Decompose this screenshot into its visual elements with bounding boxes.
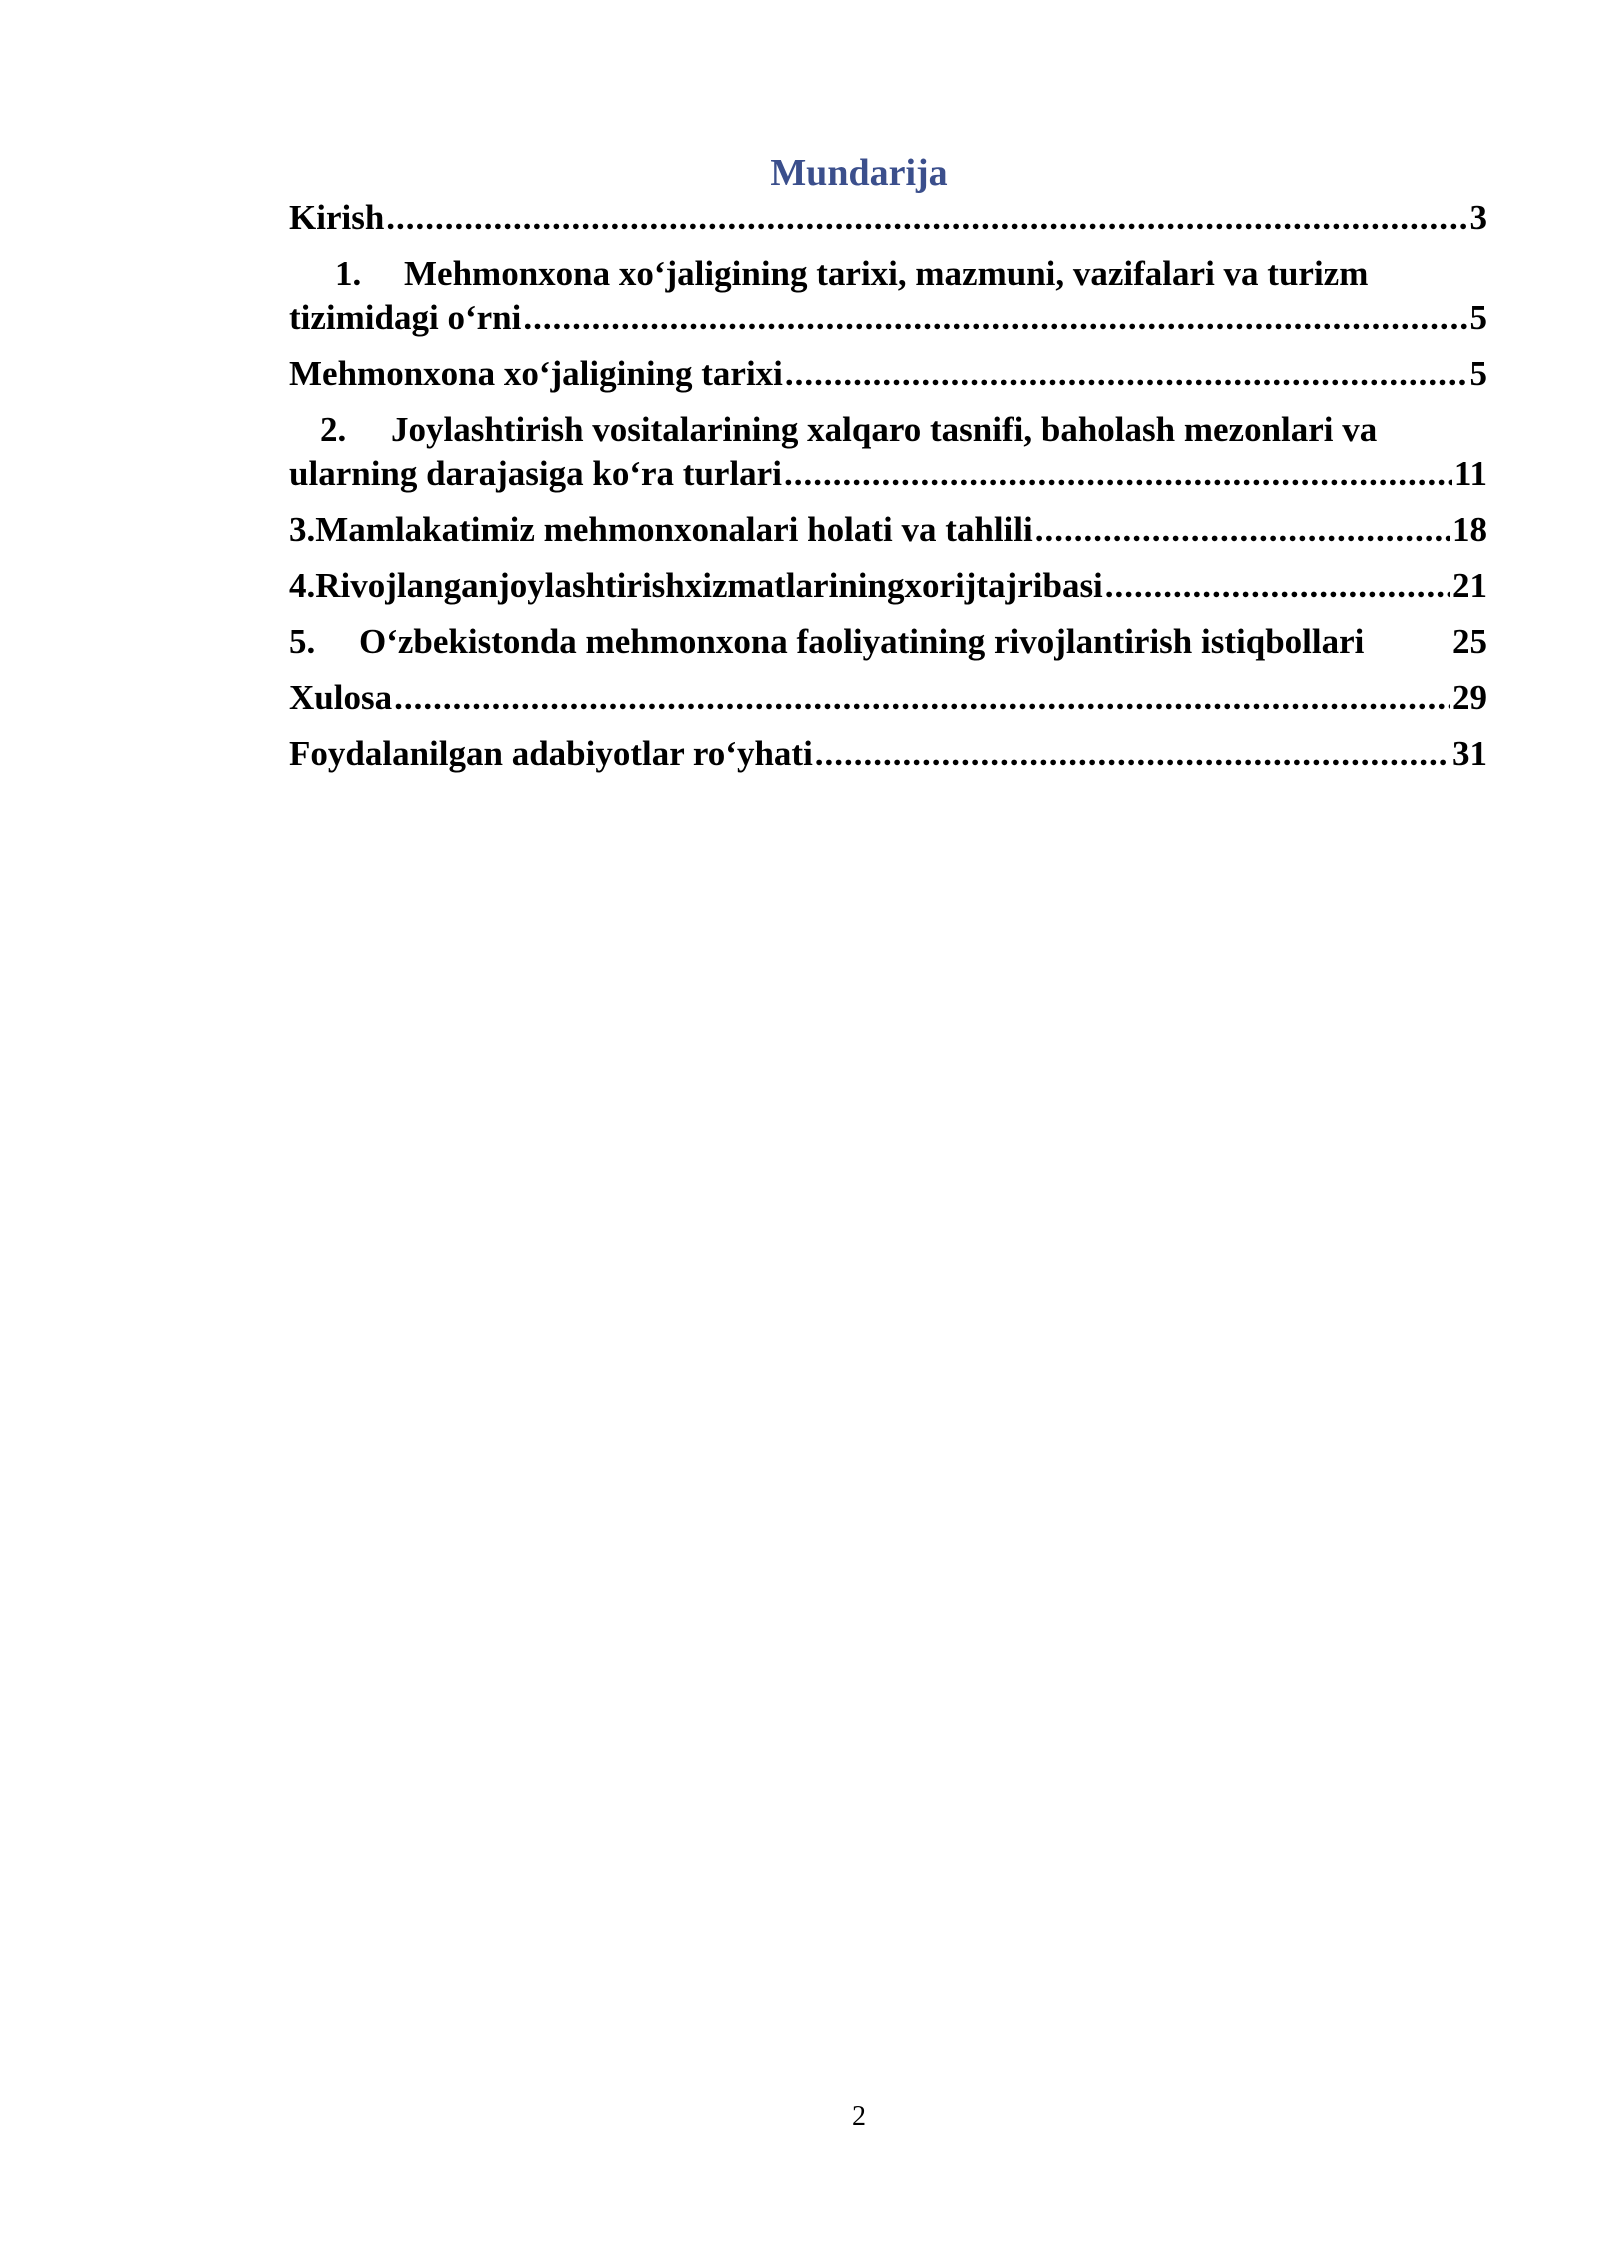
toc-entry-chapter-5[interactable] — [289, 620, 1487, 664]
toc-entry-number: 4. — [289, 566, 316, 605]
toc-entry-text: Kirish — [289, 198, 385, 237]
toc-word: Rivojlangan — [315, 566, 499, 605]
toc-page-number: 18 — [1452, 510, 1487, 549]
toc-entry-text — [315, 564, 1103, 608]
dot-leader — [784, 452, 1452, 496]
toc-entry-text: Mamlakatimiz mehmonxonalari holati va tahlili — [315, 510, 1033, 549]
toc-page-number: 29 — [1452, 678, 1487, 717]
toc-word: xizmatlarining — [684, 566, 905, 605]
page-number-footer: 2 — [852, 2101, 866, 2132]
toc-page-number: 5 — [1469, 354, 1487, 393]
toc-entry-chapter-3[interactable] — [289, 508, 1487, 552]
dot-leader — [815, 732, 1450, 776]
toc-entry-chapter-1[interactable] — [289, 252, 1487, 340]
toc-entry-text: Xulosa — [289, 678, 393, 717]
dot-leader — [1035, 508, 1450, 552]
toc-page-number: 31 — [1452, 734, 1487, 773]
toc-word: joylashtirish — [498, 566, 685, 605]
dot-leader — [523, 296, 1467, 340]
toc-entry-text-line2: tizimidagi o‘rni — [289, 298, 522, 337]
dot-leader — [386, 196, 1467, 240]
toc-title: Mundarija — [770, 152, 948, 194]
toc-entry-text: O‘zbekistonda mehmonxona faoliyatining rivojlantirish istiqbollari — [359, 622, 1365, 661]
toc-page-number: 21 — [1452, 566, 1487, 605]
toc-entry-chapter-2[interactable] — [289, 408, 1487, 496]
dot-leader — [785, 352, 1468, 396]
toc-entry-text-line1: Mehmonxona xo‘jaligining tarixi, mazmuni, vazifalari va turizm — [404, 254, 1369, 293]
dot-leader — [394, 676, 1450, 720]
toc-entry-text: Mehmonxona xo‘jaligining tarixi — [289, 354, 783, 393]
toc-entry-text: Foydalanilgan adabiyotlar ro‘yhati — [289, 734, 813, 773]
toc-entry-chapter-4[interactable] — [289, 564, 1487, 608]
toc-entry-xulosa[interactable] — [289, 676, 1487, 720]
toc-page-number: 3 — [1469, 198, 1487, 237]
toc-entry-number: 1. — [335, 254, 362, 293]
toc-page-number: 25 — [1452, 622, 1487, 661]
toc-entry-kirish[interactable] — [289, 196, 1487, 240]
toc-entry-text-line1: Joylashtirish vositalarining xalqaro tasnifi, baholash mezonlari va — [391, 410, 1378, 449]
toc-entry-text-line2: ularning darajasiga ko‘ra turlari — [289, 454, 782, 493]
toc-entry-number: 2. — [320, 410, 347, 449]
toc-entry-number: 3. — [289, 510, 316, 549]
toc-page-number: 11 — [1453, 454, 1487, 493]
toc-word: tajribasi — [976, 566, 1103, 605]
toc-entry-section-1-1[interactable] — [289, 352, 1487, 396]
toc-entry-number: 5. — [289, 622, 316, 661]
toc-page-number: 5 — [1469, 298, 1487, 337]
toc-entry-references[interactable] — [289, 732, 1487, 776]
toc-word: xorij — [904, 566, 977, 605]
dot-leader — [1105, 564, 1450, 608]
table-of-contents — [289, 196, 1487, 776]
